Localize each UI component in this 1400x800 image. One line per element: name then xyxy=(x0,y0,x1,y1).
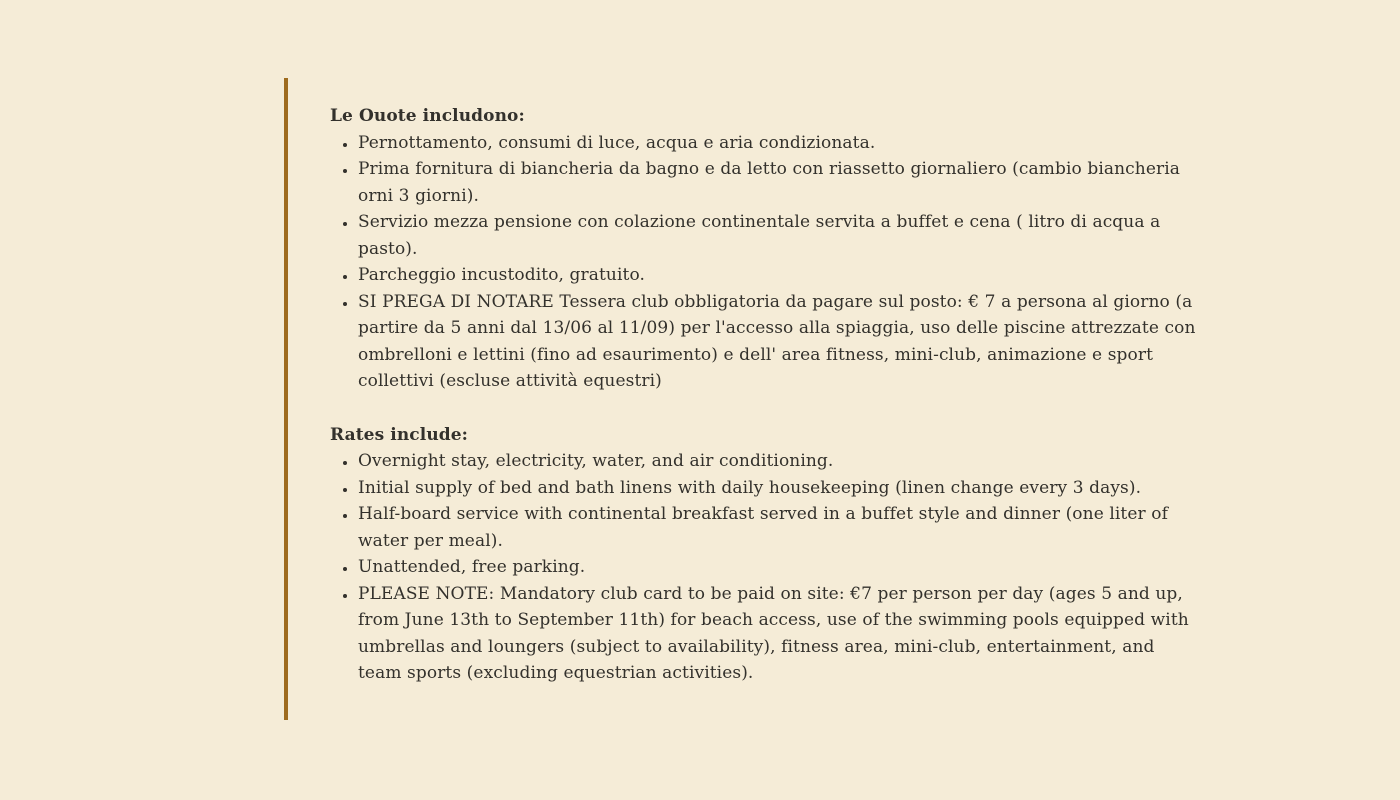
list-item: • SI PREGA DI NOTARE Tessera club obbligatoria da pagare sul posto: € 7 a persona al giorno (a partire da 5 anni dal 13/06 al 11/09) per l'accesso alla spiaggia, uso delle piscine attrezzate con ombrelloni e lettini (fino ad esaurimento) e dell' area fitness, mini-club, animazione e sport collettivi (escluse attività equestri) xyxy=(357,289,1202,395)
section-heading-english: Rates include: xyxy=(330,424,469,445)
list-item: • Pernottamento, consumi di luce, acqua e aria condizionata. xyxy=(357,130,1202,157)
list-item: • Half-board service with continental breakfast served in a buffet style and dinner (one liter of water per meal). xyxy=(357,501,1202,554)
list-item: • Unattended, free parking. xyxy=(357,554,1202,581)
list-item: • Parcheggio incustodito, gratuito. xyxy=(357,262,1202,289)
list-item: • PLEASE NOTE: Mandatory club card to be paid on site: €7 per person per day (ages 5 and up, from June 13th to September 11th) for beach access, use of the swimming pools equipped with umbrellas and loungers (subject to availability), fitness area, mini-club, entertainment, and team sports (excluding equestrian activities). xyxy=(357,581,1202,687)
section-heading-italian: Le Ouote includono: xyxy=(330,106,525,126)
list-item: • Prima fornitura di biancheria da bagno e da letto con riassetto giornaliero (cambio biancheria orni 3 giorni). xyxy=(357,156,1202,209)
rates-info-content xyxy=(330,103,1202,687)
vertical-accent-line xyxy=(284,78,288,720)
section-english-rates xyxy=(330,422,1202,687)
bullet-list-italian xyxy=(330,130,1202,395)
bullet-list-english xyxy=(330,448,1202,687)
section-italian-rates xyxy=(330,103,1202,395)
list-item: • Initial supply of bed and bath linens with daily housekeeping (linen change every 3 days). xyxy=(357,475,1202,502)
list-item: • Servizio mezza pensione con colazione continentale servita a buffet e cena ( litro di acqua a pasto). xyxy=(357,209,1202,262)
list-item: • Overnight stay, electricity, water, and air conditioning. xyxy=(357,448,1202,475)
